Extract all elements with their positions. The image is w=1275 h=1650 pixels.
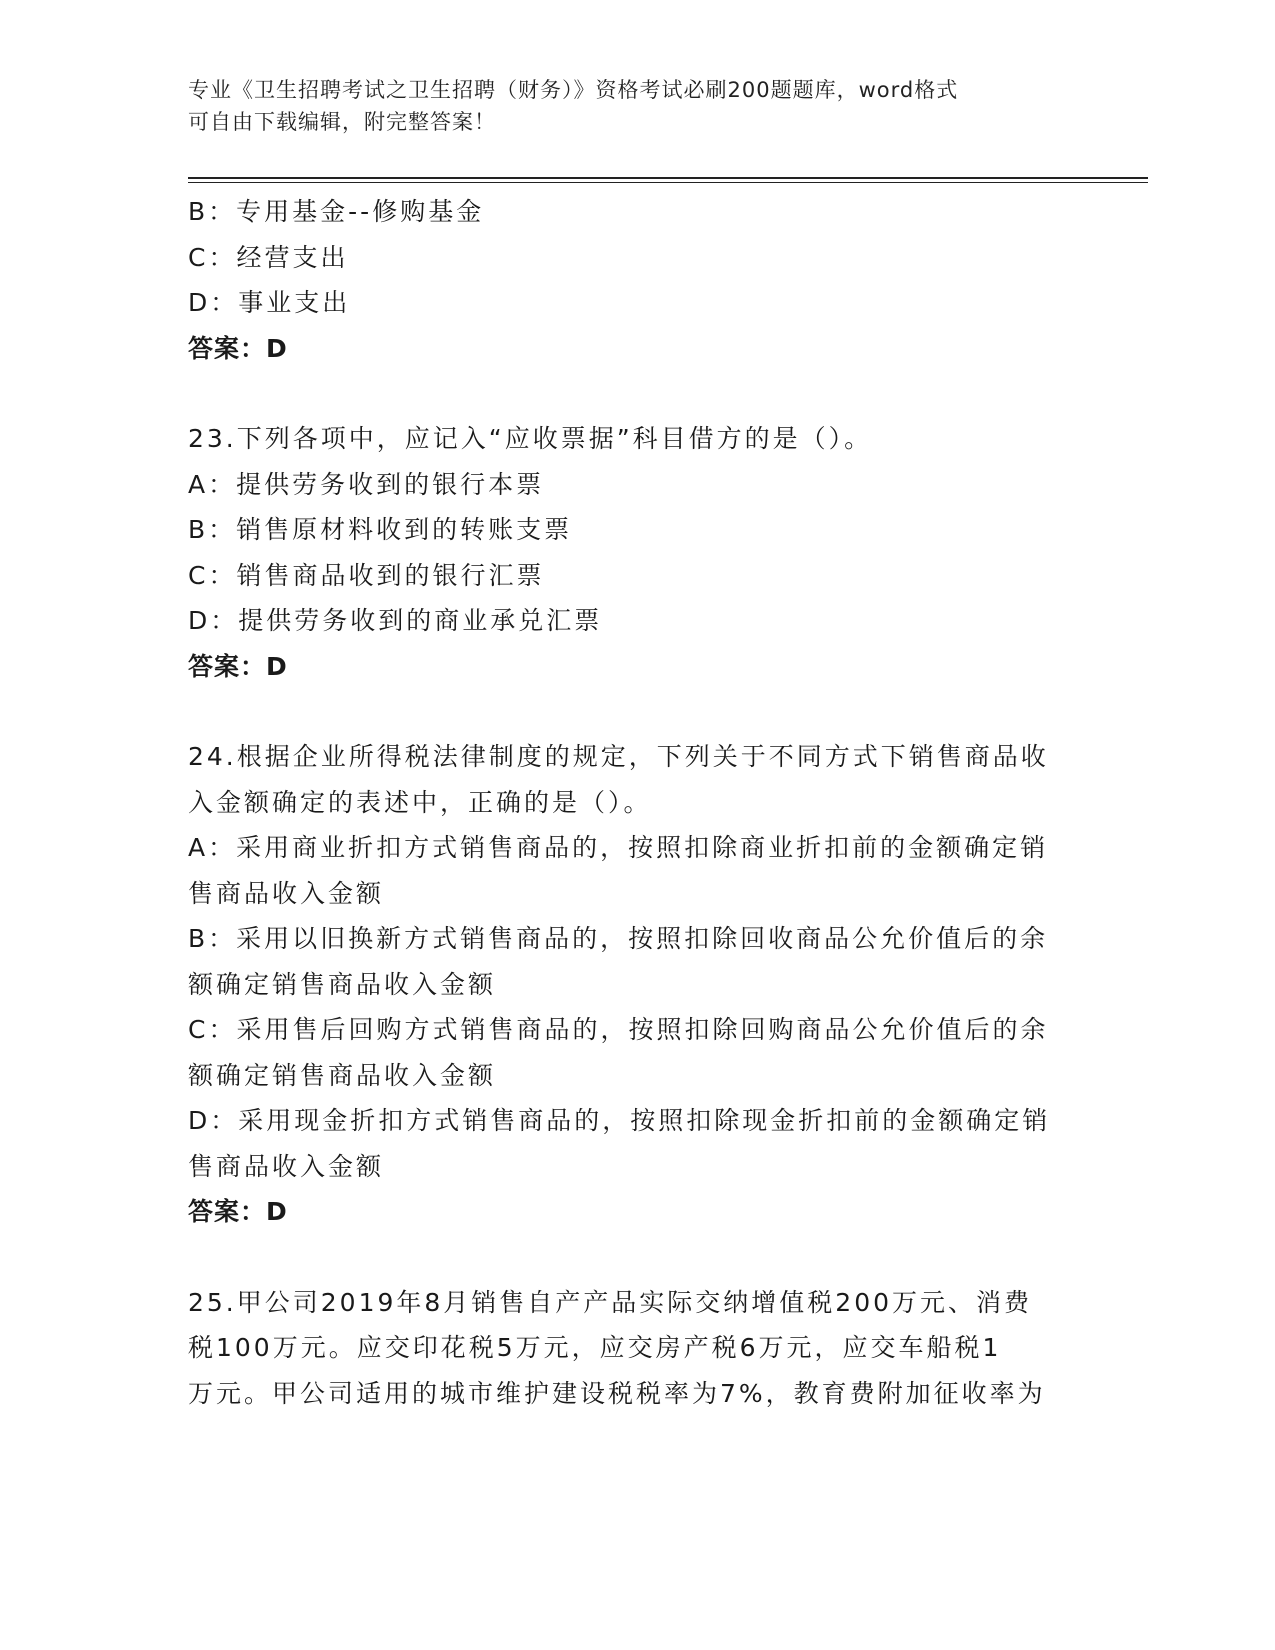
spacer bbox=[188, 689, 1088, 734]
spacer bbox=[188, 371, 1088, 416]
question-stem-line-1: 25.甲公司2019年8月销售自产产品实际交纳增值税200万元、消费 bbox=[188, 1287, 1033, 1317]
option-c-line-1: C：采用售后回购方式销售商品的，按照扣除回购商品公允价值后的余 bbox=[188, 1015, 1049, 1044]
header-line-1: 专业《卫生招聘考试之卫生招聘（财务）》资格考试必刷200题题库，word格式 bbox=[188, 78, 959, 102]
header-rule-thick bbox=[188, 177, 1148, 179]
option-c-line-2: 额确定销售商品收入金额 bbox=[188, 1060, 497, 1090]
option-d-line-1: D：采用现金折扣方式销售商品的，按照扣除现金折扣前的金额确定销 bbox=[188, 1106, 1051, 1135]
option-d: D：事业支出 bbox=[188, 288, 351, 317]
question-25 bbox=[188, 1280, 1088, 1417]
question-stem-line-2: 入金额确定的表述中，正确的是（）。 bbox=[188, 787, 652, 817]
option-b-line-1: B：采用以旧换新方式销售商品的，按照扣除回收商品公允价值后的余 bbox=[188, 924, 1049, 953]
option-c: C：销售商品收到的银行汇票 bbox=[188, 560, 545, 590]
option-b: B：销售原材料收到的转账支票 bbox=[188, 515, 573, 544]
answer: 答案：D bbox=[188, 333, 288, 363]
answer: 答案：D bbox=[188, 1197, 288, 1226]
header-line-2: 可自由下载编辑，附完整答案！ bbox=[188, 110, 496, 134]
option-a-line-2: 售商品收入金额 bbox=[188, 878, 385, 908]
question-22-continued bbox=[188, 189, 1088, 371]
question-stem-line-3: 万元。甲公司适用的城市维护建设税税率为7%，教育费附加征收率为 bbox=[188, 1378, 1046, 1408]
question-stem-line-1: 24.根据企业所得税法律制度的规定，下列关于不同方式下销售商品收 bbox=[188, 742, 1049, 771]
question-stem: 23.下列各项中，应记入“应收票据”科目借方的是（）。 bbox=[188, 424, 873, 453]
question-24 bbox=[188, 734, 1088, 1235]
question-23 bbox=[188, 416, 1088, 689]
option-b-line-2: 额确定销售商品收入金额 bbox=[188, 969, 497, 999]
document-header bbox=[188, 74, 1088, 138]
option-c: C：经营支出 bbox=[188, 242, 349, 272]
option-d-line-2: 售商品收入金额 bbox=[188, 1151, 385, 1181]
option-d: D：提供劳务收到的商业承兑汇票 bbox=[188, 606, 603, 635]
answer: 答案：D bbox=[188, 651, 288, 681]
option-b: B：专用基金--修购基金 bbox=[188, 197, 485, 226]
spacer bbox=[188, 1235, 1088, 1280]
question-stem-line-2: 税100万元。应交印花税5万元，应交房产税6万元，应交车船税1 bbox=[188, 1333, 1002, 1362]
option-a: A：提供劳务收到的银行本票 bbox=[188, 469, 545, 499]
header-rule-thin bbox=[188, 182, 1148, 183]
question-list bbox=[188, 189, 1088, 1416]
option-a-line-1: A：采用商业折扣方式销售商品的，按照扣除商业折扣前的金额确定销 bbox=[188, 833, 1049, 862]
